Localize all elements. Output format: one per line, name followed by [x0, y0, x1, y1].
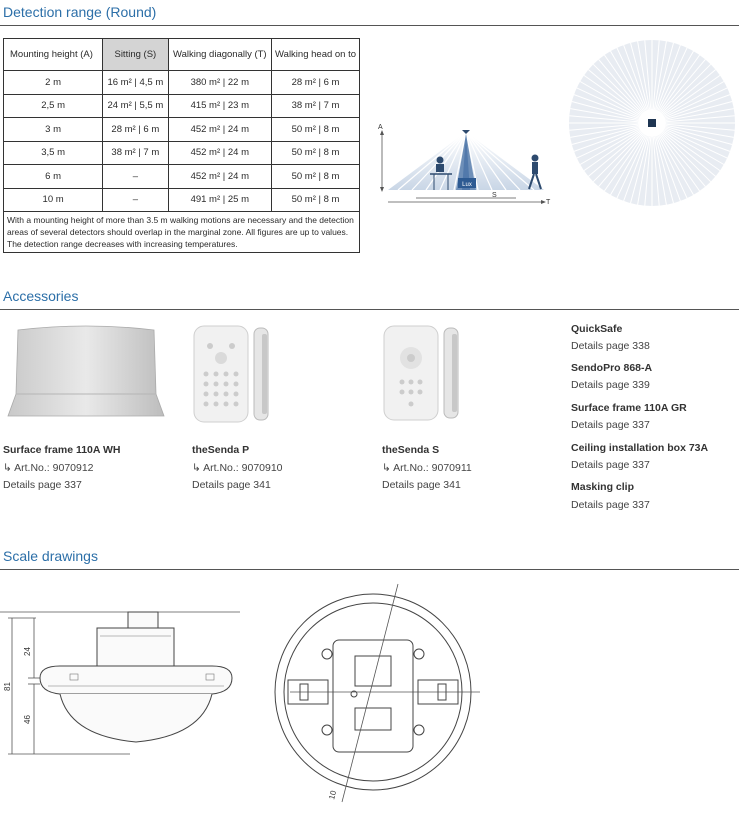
detection-side-diagram: [376, 118, 556, 208]
detection-table: [3, 38, 360, 253]
accessory-name: Surface frame 110A GR: [571, 402, 687, 414]
sensor-icon: [648, 119, 656, 127]
table-cell: 10 m: [4, 188, 103, 212]
divider: [0, 569, 739, 570]
divider: [0, 25, 739, 26]
divider: [0, 309, 739, 310]
table-cell: 3,5 m: [4, 141, 103, 165]
table-row: [4, 188, 360, 212]
table-cell: 380 m² | 22 m: [168, 71, 272, 95]
product-name: Surface frame 110A WH: [3, 444, 121, 456]
table-cell: 50 m² | 8 m: [272, 118, 360, 142]
header-sitting: Sitting (S): [103, 39, 168, 71]
label-t: T: [546, 199, 551, 206]
table-cell: –: [103, 165, 168, 189]
dim-angle-label: 10: [327, 789, 339, 801]
dim-total-label: 81: [3, 682, 12, 691]
walking-person-icon: [532, 155, 539, 162]
product-name: theSenda S: [382, 444, 440, 456]
dim-bottom-label: 46: [23, 715, 32, 724]
accessory-name: SendoPro 868-A: [571, 362, 653, 374]
table-row: [4, 165, 360, 189]
table-cell: 28 m² | 6 m: [272, 71, 360, 95]
table-cell: 6 m: [4, 165, 103, 189]
accessory-details-link[interactable]: Details page 337: [571, 419, 650, 431]
table-cell: 452 m² | 24 m: [168, 141, 272, 165]
table-cell: 491 m² | 25 m: [168, 188, 272, 212]
table-row: [4, 71, 360, 95]
header-mounting-height: Mounting height (A): [4, 39, 103, 71]
table-cell: 50 m² | 8 m: [272, 141, 360, 165]
accessory-details-link[interactable]: Details page 338: [571, 340, 650, 352]
scale-drawings-title: Scale drawings: [3, 548, 98, 564]
top-view-drawing: [270, 582, 480, 807]
table-row: [4, 94, 360, 118]
product-art-no: ↳ Art.No.: 9070910: [192, 462, 283, 474]
product-art-no: ↳ Art.No.: 9070911: [382, 462, 472, 474]
thesenda-s-image: [382, 324, 466, 424]
table-cell: 38 m² | 7 m: [103, 141, 168, 165]
accessory-details-link[interactable]: Details page 337: [571, 499, 650, 511]
table-row: [4, 118, 360, 142]
thesenda-p-image: [192, 324, 276, 426]
table-note: With a mounting height of more than 3.5 m walking motions are necessary and the detection areas of several detectors should overlap in the marginal zone. All figures are up to values. The detection range decreases with increasing temperatures.: [4, 212, 360, 253]
label-a: A: [378, 124, 383, 131]
table-row: [4, 141, 360, 165]
table-cell: 50 m² | 8 m: [272, 188, 360, 212]
table-cell: 16 m² | 4,5 m: [103, 71, 168, 95]
product-art-no: ↳ Art.No.: 9070912: [3, 462, 94, 474]
sitting-person-icon: [437, 157, 444, 164]
header-walking-head-on: Walking head on to: [272, 39, 360, 71]
accessory-name: Ceiling installation box 73A: [571, 442, 709, 454]
table-cell: 38 m² | 7 m: [272, 94, 360, 118]
accessory-details-link[interactable]: Details page 337: [571, 459, 650, 471]
product-details-link[interactable]: Details page 337: [3, 479, 82, 491]
product-details-link[interactable]: Details page 341: [192, 479, 271, 491]
accessory-details-link[interactable]: Details page 339: [571, 379, 650, 391]
accessory-name: Masking clip: [571, 481, 635, 493]
table-cell: 452 m² | 24 m: [168, 118, 272, 142]
label-s: S: [492, 192, 497, 199]
dim-top-label: 24: [23, 647, 32, 656]
table-cell: –: [103, 188, 168, 212]
accessories-title: Accessories: [3, 288, 79, 304]
lux-label: Lux: [462, 182, 472, 188]
accessory-name: QuickSafe: [571, 323, 623, 335]
header-walking-diagonally: Walking diagonally (T): [168, 39, 272, 71]
surface-frame-image: [6, 322, 166, 422]
table-cell: 28 m² | 6 m: [103, 118, 168, 142]
side-view-drawing: [0, 596, 250, 766]
detection-range-title: Detection range (Round): [3, 4, 157, 20]
table-cell: 3 m: [4, 118, 103, 142]
table-cell: 452 m² | 24 m: [168, 165, 272, 189]
table-cell: 50 m² | 8 m: [272, 165, 360, 189]
detection-top-view-diagram: [567, 38, 737, 208]
table-cell: 2,5 m: [4, 94, 103, 118]
table-cell: 24 m² | 5,5 m: [103, 94, 168, 118]
table-cell: 2 m: [4, 71, 103, 95]
table-cell: 415 m² | 23 m: [168, 94, 272, 118]
product-details-link[interactable]: Details page 341: [382, 479, 461, 491]
product-name: theSenda P: [192, 444, 250, 456]
